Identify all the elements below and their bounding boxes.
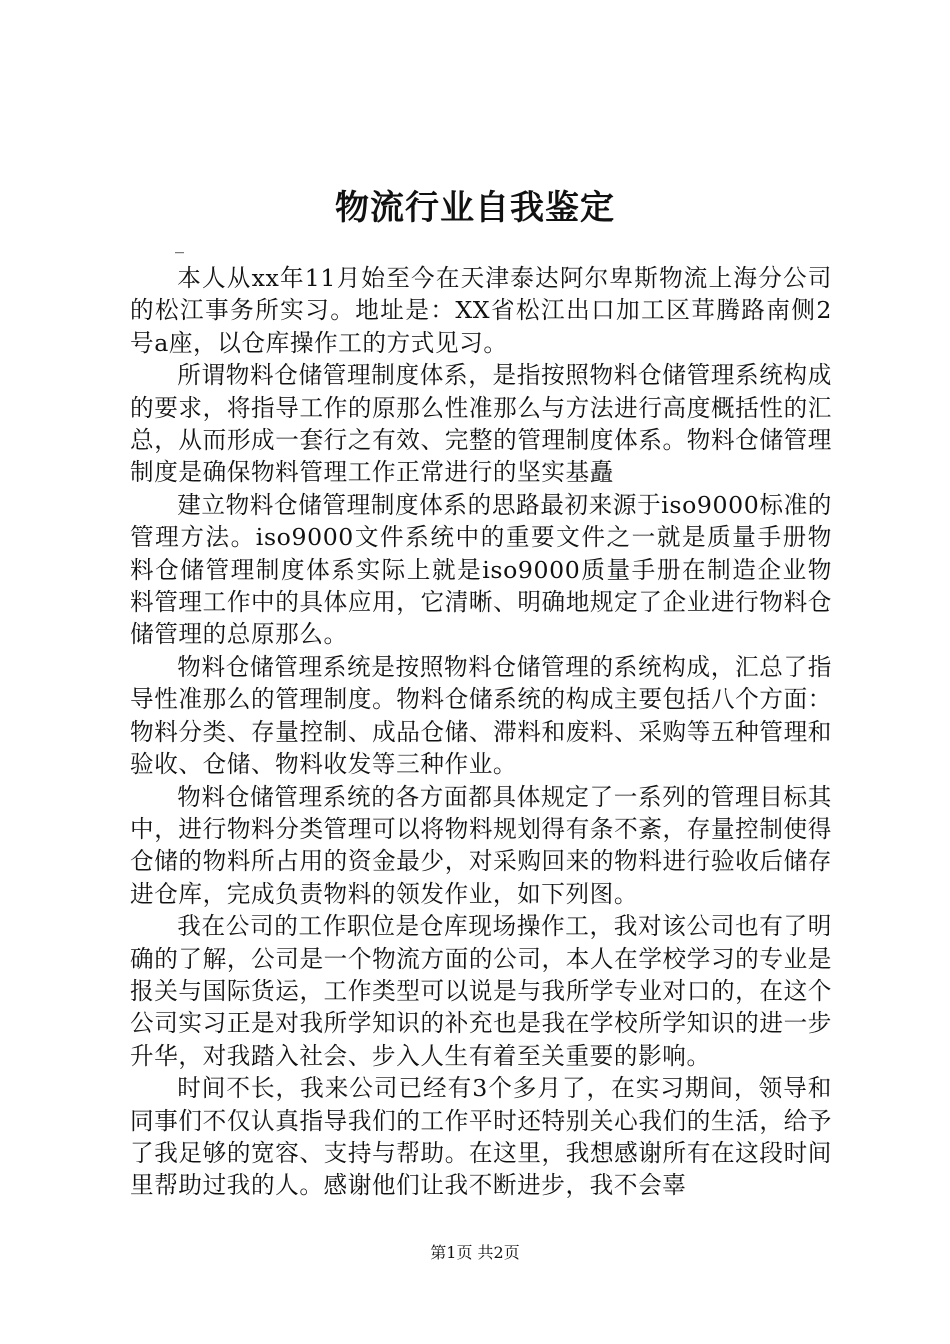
paragraph-4: 物料仓储管理系统是按照物料仓储管理的系统构成，汇总了指导性准那么的管理制度。物料仓储系统的构成主要包括八个方面：物料分类、存量控制、成品仓储、滞料和废料、采购等五种管理和验收、仓储、物料收发等三种作业。 xyxy=(130,652,832,779)
paragraph-2: 所谓物料仓储管理制度体系，是指按照物料仓储管理系统构成的要求，将指导工作的原那么性准那么与方法进行高度概括性的汇总，从而形成一套行之有效、完整的管理制度体系。物料仓储管理制度是确保物料管理工作正常进行的坚实基矗 xyxy=(130,361,832,487)
paragraph-6: 我在公司的工作职位是仓库现场操作工，我对该公司也有了明确的了解，公司是一个物流方面的公司，本人在学校学习的专业是报关与国际货运，工作类型可以说是与我所学专业对口的，在这个公司实习正是对我所学知识的补充也是我在学校所学知识的进一步升华，对我踏入社会、步入人生有着至关重要的影响。 xyxy=(130,912,832,1070)
paragraph-3: 建立物料仓储管理制度体系的思路最初来源于iso9000标准的管理方法。iso9000文件系统中的重要文件之一就是质量手册物料仓储管理制度体系实际上就是iso9000质量手册在制造企业物料管理工作中的具体应用，它清晰、明确地规定了企业进行物料仓储管理的总原那么。 xyxy=(130,490,832,649)
paragraph-1: 本人从xx年11月始至今在天津泰达阿尔卑斯物流上海分公司的松江事务所实习。地址是：XX省松江出口加工区茸腾路南侧2号a座，以仓库操作工的方式见习。 xyxy=(130,264,832,357)
page-number-footer: 第1页 共2页 xyxy=(430,1243,520,1262)
paragraph-5: 物料仓储管理系统的各方面都具体规定了一系列的管理目标其中，进行物料分类管理可以将物料规划得有条不紊，存量控制使得仓储的物料所占用的资金最少，对采购回来的物料进行验收后储存进仓库，完成负责物料的领发作业，如下列图。 xyxy=(130,782,832,908)
title-dash: _ xyxy=(175,233,184,254)
document-body xyxy=(130,262,832,1202)
document-title: 物流行业自我鉴定 xyxy=(335,188,615,228)
paragraph-7: 时间不长，我来公司已经有3个多月了，在实习期间，领导和同事们不仅认真指导我们的工作平时还特别关心我们的生活，给予了我足够的宽容、支持与帮助。在这里，我想感谢所有在这段时间里帮助过我的人。感谢他们让我不断进步，我不会辜 xyxy=(130,1074,832,1200)
